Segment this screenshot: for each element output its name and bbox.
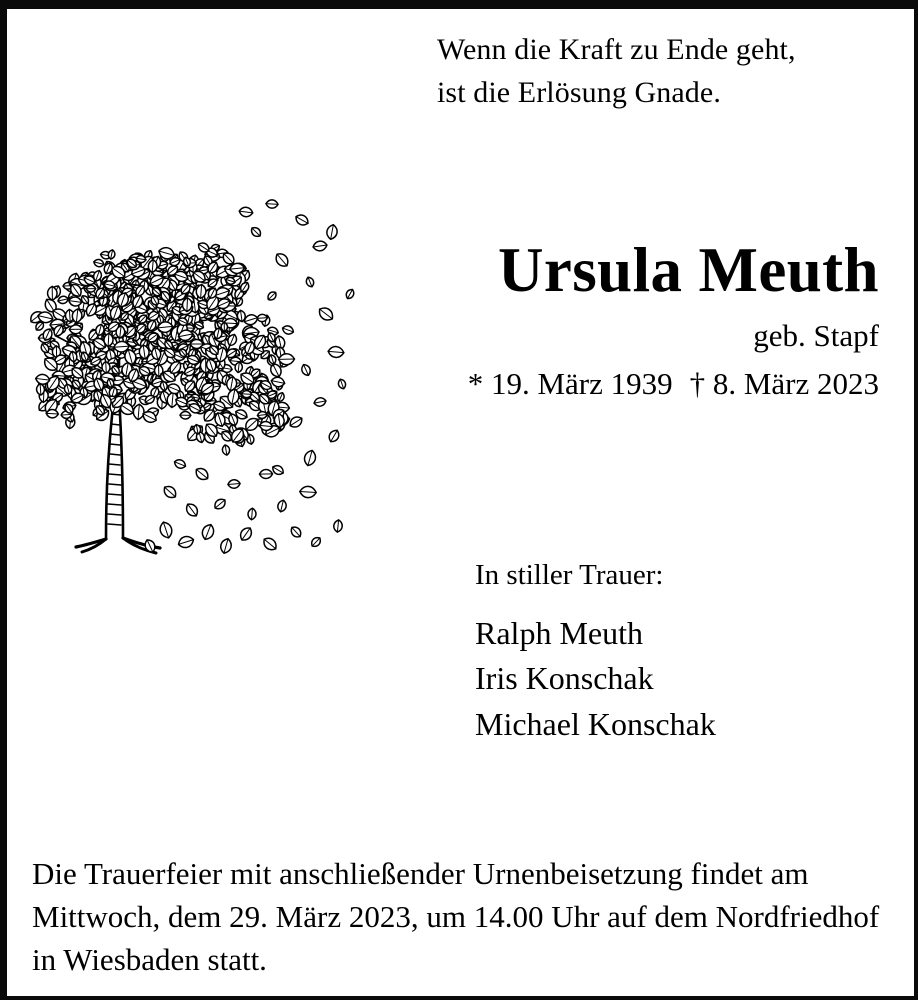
epigraph-line-1: Wenn die Kraft zu Ende geht,: [437, 33, 796, 66]
border-left: [0, 0, 7, 1000]
epigraph-line-2: ist die Erlösung Gnade.: [437, 75, 721, 109]
birth-date: 19. März 1939: [490, 366, 673, 402]
service-details: Die Trauerfeier mit anschließender Urnenbeisetzung findet am Mittwoch, dem 29. März 2023, um 14.00 Uhr auf dem Nordfriedhof in Wiesbaden statt.: [32, 856, 880, 978]
mourner-name: Ralph Meuth: [475, 614, 643, 651]
border-right: [914, 0, 918, 1000]
mourner-name: Iris Konschak: [475, 660, 654, 697]
life-dates: [337, 364, 879, 404]
border-top: [0, 0, 918, 9]
mourners-block: [475, 557, 895, 747]
death-date: 8. März 2023: [712, 366, 879, 402]
mourner-name: Michael Konschak: [475, 705, 716, 742]
tree-illustration: [20, 174, 360, 574]
border-bottom: [0, 996, 918, 1000]
fallen-leaves: [143, 458, 343, 555]
notice-content: [7, 9, 914, 996]
death-symbol: †: [689, 366, 706, 402]
maiden-name: geb. Stapf: [753, 317, 879, 353]
mourners-heading: In stiller Trauer:: [475, 559, 664, 591]
birth-symbol: *: [467, 366, 484, 402]
identity-block: [337, 237, 879, 405]
epigraph: [437, 29, 897, 114]
deceased-name: Ursula Meuth: [497, 235, 879, 305]
